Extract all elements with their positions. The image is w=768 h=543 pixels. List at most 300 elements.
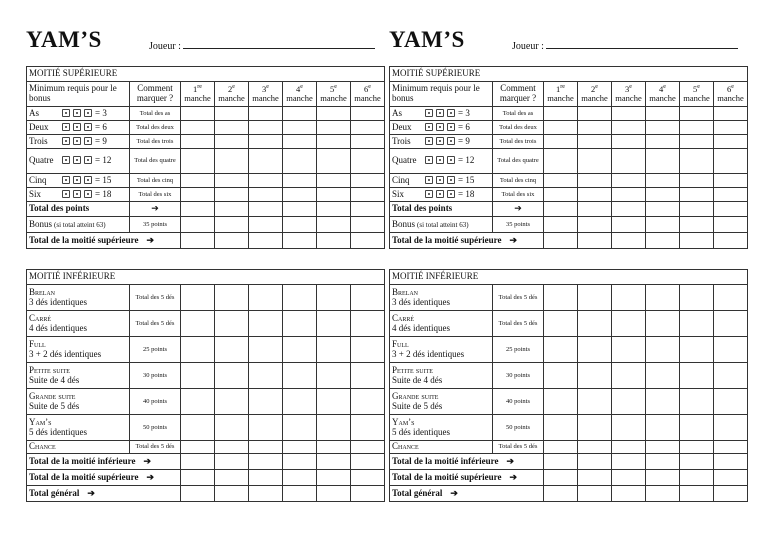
round-word: manche bbox=[581, 93, 608, 104]
die-icon bbox=[425, 176, 433, 184]
score-cell[interactable] bbox=[544, 135, 578, 149]
lower-section-table bbox=[26, 269, 385, 502]
round-suffix: e bbox=[595, 84, 598, 91]
score-cell[interactable] bbox=[646, 441, 680, 454]
score-cell[interactable] bbox=[544, 470, 578, 486]
score-cell[interactable] bbox=[249, 202, 283, 217]
score-cell[interactable] bbox=[249, 337, 283, 363]
player-name-line[interactable] bbox=[546, 38, 738, 49]
die-icon bbox=[84, 176, 92, 184]
score-cell[interactable] bbox=[249, 285, 283, 311]
score-cell[interactable] bbox=[215, 311, 249, 337]
score-cell[interactable] bbox=[317, 389, 351, 415]
score-cell[interactable] bbox=[680, 415, 714, 441]
score-cell[interactable] bbox=[351, 217, 385, 233]
score-cell[interactable] bbox=[714, 363, 748, 389]
total-upper-repeat-label: Total de la moitié supérieure bbox=[392, 471, 502, 482]
score-cell[interactable] bbox=[612, 470, 646, 486]
score-cell[interactable] bbox=[283, 217, 317, 233]
score-cell[interactable] bbox=[351, 135, 385, 149]
score-cell[interactable] bbox=[680, 107, 714, 121]
score-cell[interactable] bbox=[181, 389, 215, 415]
score-cell[interactable] bbox=[351, 470, 385, 486]
score-cell[interactable] bbox=[680, 149, 714, 174]
score-cell[interactable] bbox=[317, 202, 351, 217]
score-cell[interactable] bbox=[215, 486, 249, 502]
score-cell[interactable] bbox=[646, 174, 680, 188]
upper-row bbox=[27, 121, 385, 135]
score-cell[interactable] bbox=[544, 337, 578, 363]
score-cell[interactable] bbox=[181, 337, 215, 363]
player-label: Joueur : bbox=[149, 41, 181, 52]
min-required-header: Minimum requis pour le bonus bbox=[390, 82, 493, 107]
upper-row-label-cell bbox=[390, 188, 493, 202]
combination-name: Full bbox=[392, 338, 409, 349]
score-cell[interactable] bbox=[646, 454, 680, 470]
how-to-score: 50 points bbox=[493, 415, 544, 441]
score-cell[interactable] bbox=[680, 174, 714, 188]
total-upper-label: Total de la moitié supérieure bbox=[29, 234, 139, 245]
score-cell[interactable] bbox=[351, 337, 385, 363]
score-cell[interactable] bbox=[578, 174, 612, 188]
score-cell[interactable] bbox=[714, 454, 748, 470]
round-suffix: e bbox=[368, 84, 371, 91]
score-cell[interactable] bbox=[317, 149, 351, 174]
score-cell[interactable] bbox=[646, 217, 680, 233]
score-cell[interactable] bbox=[215, 454, 249, 470]
score-cell[interactable] bbox=[612, 486, 646, 502]
score-cell[interactable] bbox=[215, 285, 249, 311]
score-cell[interactable] bbox=[578, 149, 612, 174]
score-cell[interactable] bbox=[714, 202, 748, 217]
score-cell[interactable] bbox=[714, 217, 748, 233]
score-cell[interactable] bbox=[578, 285, 612, 311]
upper-row bbox=[390, 121, 748, 135]
score-cell[interactable] bbox=[215, 174, 249, 188]
how-to-score: Total des 5 dés bbox=[130, 441, 181, 454]
score-cell[interactable] bbox=[249, 454, 283, 470]
score-cell[interactable] bbox=[351, 285, 385, 311]
upper-row bbox=[27, 174, 385, 188]
score-cell[interactable] bbox=[612, 311, 646, 337]
lower-row-label-cell bbox=[27, 363, 130, 389]
die-icon bbox=[84, 123, 92, 131]
score-cell[interactable] bbox=[680, 311, 714, 337]
score-sheet-right bbox=[389, 27, 747, 498]
upper-row-value: = 9 bbox=[458, 135, 470, 146]
score-cell[interactable] bbox=[317, 470, 351, 486]
upper-row-label: Six bbox=[29, 188, 42, 199]
score-cell[interactable] bbox=[283, 174, 317, 188]
score-cell[interactable] bbox=[181, 311, 215, 337]
score-cell[interactable] bbox=[714, 470, 748, 486]
score-cell[interactable] bbox=[544, 149, 578, 174]
combination-description: 5 dés identiques bbox=[392, 426, 450, 437]
upper-row-label: Deux bbox=[29, 121, 49, 132]
score-cell[interactable] bbox=[215, 470, 249, 486]
score-cell[interactable] bbox=[612, 149, 646, 174]
score-cell[interactable] bbox=[714, 337, 748, 363]
score-cell[interactable] bbox=[714, 285, 748, 311]
score-cell[interactable] bbox=[612, 107, 646, 121]
score-cell[interactable] bbox=[215, 107, 249, 121]
score-cell[interactable] bbox=[680, 441, 714, 454]
how-to-score: 50 points bbox=[130, 415, 181, 441]
round-number: 3 bbox=[625, 84, 630, 95]
round-number: 3 bbox=[262, 84, 267, 95]
score-cell[interactable] bbox=[215, 363, 249, 389]
score-cell[interactable] bbox=[351, 311, 385, 337]
score-cell[interactable] bbox=[680, 202, 714, 217]
score-cell[interactable] bbox=[578, 107, 612, 121]
score-cell[interactable] bbox=[578, 337, 612, 363]
score-cell[interactable] bbox=[578, 454, 612, 470]
score-cell[interactable] bbox=[317, 217, 351, 233]
score-cell[interactable] bbox=[181, 233, 215, 249]
score-cell[interactable] bbox=[181, 174, 215, 188]
score-cell[interactable] bbox=[181, 441, 215, 454]
score-cell[interactable] bbox=[283, 202, 317, 217]
dice-icon bbox=[62, 123, 92, 132]
score-cell[interactable] bbox=[351, 441, 385, 454]
score-cell[interactable] bbox=[351, 233, 385, 249]
score-sheet-left bbox=[26, 27, 384, 498]
score-cell[interactable] bbox=[544, 233, 578, 249]
score-cell[interactable] bbox=[544, 121, 578, 135]
round-suffix: e bbox=[266, 84, 269, 91]
score-cell[interactable] bbox=[612, 363, 646, 389]
score-cell[interactable] bbox=[714, 121, 748, 135]
score-cell[interactable] bbox=[181, 217, 215, 233]
lower-row-label-cell bbox=[27, 337, 130, 363]
score-cell[interactable] bbox=[181, 486, 215, 502]
how-to-score: Total des trois bbox=[130, 135, 181, 149]
score-cell[interactable] bbox=[646, 389, 680, 415]
lower-row bbox=[390, 415, 748, 441]
score-cell[interactable] bbox=[646, 311, 680, 337]
round-suffix: e bbox=[663, 84, 666, 91]
score-cell[interactable] bbox=[317, 363, 351, 389]
score-cell[interactable] bbox=[181, 149, 215, 174]
score-cell[interactable] bbox=[249, 107, 283, 121]
score-cell[interactable] bbox=[249, 121, 283, 135]
score-cell[interactable] bbox=[215, 135, 249, 149]
score-cell[interactable] bbox=[680, 135, 714, 149]
score-cell[interactable] bbox=[351, 415, 385, 441]
score-cell[interactable] bbox=[578, 486, 612, 502]
score-cell[interactable] bbox=[351, 363, 385, 389]
score-cell[interactable] bbox=[283, 470, 317, 486]
player-name-line[interactable] bbox=[183, 38, 375, 49]
score-cell[interactable] bbox=[249, 233, 283, 249]
arrow-icon: ➔ bbox=[146, 471, 155, 482]
score-cell[interactable] bbox=[181, 470, 215, 486]
score-cell[interactable] bbox=[544, 486, 578, 502]
score-cell[interactable] bbox=[646, 285, 680, 311]
score-cell[interactable] bbox=[283, 454, 317, 470]
score-cell[interactable] bbox=[578, 202, 612, 217]
bonus-points: 35 points bbox=[493, 217, 544, 233]
upper-row bbox=[27, 107, 385, 121]
score-cell[interactable] bbox=[215, 188, 249, 202]
score-cell[interactable] bbox=[680, 233, 714, 249]
score-cell[interactable] bbox=[283, 311, 317, 337]
score-cell[interactable] bbox=[680, 285, 714, 311]
score-cell[interactable] bbox=[351, 202, 385, 217]
score-cell[interactable] bbox=[612, 454, 646, 470]
score-cell[interactable] bbox=[215, 389, 249, 415]
score-cell[interactable] bbox=[317, 188, 351, 202]
score-cell[interactable] bbox=[544, 363, 578, 389]
score-cell[interactable] bbox=[680, 121, 714, 135]
score-cell[interactable] bbox=[646, 107, 680, 121]
total-lower-label: Total de la moitié inférieure bbox=[392, 455, 499, 466]
score-cell[interactable] bbox=[249, 217, 283, 233]
score-cell[interactable] bbox=[544, 188, 578, 202]
score-cell[interactable] bbox=[612, 415, 646, 441]
score-cell[interactable] bbox=[646, 470, 680, 486]
score-cell[interactable] bbox=[612, 135, 646, 149]
player-field[interactable] bbox=[149, 38, 375, 52]
score-cell[interactable] bbox=[249, 486, 283, 502]
lower-row bbox=[27, 389, 385, 415]
score-cell[interactable] bbox=[578, 311, 612, 337]
score-cell[interactable] bbox=[680, 486, 714, 502]
score-cell[interactable] bbox=[317, 486, 351, 502]
combination-description: 4 dés identiques bbox=[392, 322, 450, 333]
score-cell[interactable] bbox=[544, 415, 578, 441]
score-cell[interactable] bbox=[714, 135, 748, 149]
score-cell[interactable] bbox=[317, 311, 351, 337]
score-cell[interactable] bbox=[249, 363, 283, 389]
score-cell[interactable] bbox=[612, 188, 646, 202]
upper-row bbox=[27, 188, 385, 202]
player-field[interactable] bbox=[512, 38, 738, 52]
score-cell[interactable] bbox=[181, 188, 215, 202]
score-cell[interactable] bbox=[578, 441, 612, 454]
score-cell[interactable] bbox=[351, 107, 385, 121]
score-cell[interactable] bbox=[646, 486, 680, 502]
score-cell[interactable] bbox=[283, 107, 317, 121]
score-cell[interactable] bbox=[317, 285, 351, 311]
score-cell[interactable] bbox=[544, 441, 578, 454]
score-cell[interactable] bbox=[578, 135, 612, 149]
score-cell[interactable] bbox=[283, 441, 317, 454]
score-cell[interactable] bbox=[181, 107, 215, 121]
how-to-score: Total des quatre bbox=[493, 149, 544, 174]
score-cell[interactable] bbox=[283, 285, 317, 311]
score-cell[interactable] bbox=[351, 188, 385, 202]
how-to-score: 25 points bbox=[493, 337, 544, 363]
score-cell[interactable] bbox=[215, 217, 249, 233]
score-cell[interactable] bbox=[351, 454, 385, 470]
die-icon bbox=[447, 137, 455, 145]
score-cell[interactable] bbox=[181, 285, 215, 311]
score-cell[interactable] bbox=[317, 415, 351, 441]
score-cell[interactable] bbox=[283, 121, 317, 135]
score-cell[interactable] bbox=[646, 188, 680, 202]
score-cell[interactable] bbox=[215, 202, 249, 217]
score-cell[interactable] bbox=[578, 470, 612, 486]
total-lower-label-cell bbox=[390, 454, 544, 470]
score-cell[interactable] bbox=[646, 233, 680, 249]
dice-icon bbox=[62, 190, 92, 199]
round-number: 2 bbox=[228, 84, 233, 95]
score-cell[interactable] bbox=[544, 107, 578, 121]
score-cell[interactable] bbox=[578, 188, 612, 202]
score-cell[interactable] bbox=[714, 486, 748, 502]
score-cell[interactable] bbox=[317, 454, 351, 470]
score-cell[interactable] bbox=[714, 311, 748, 337]
score-cell[interactable] bbox=[249, 135, 283, 149]
score-cell[interactable] bbox=[646, 149, 680, 174]
combination-description: Suite de 4 dés bbox=[392, 374, 443, 385]
score-cell[interactable] bbox=[612, 389, 646, 415]
score-cell[interactable] bbox=[544, 174, 578, 188]
score-cell[interactable] bbox=[181, 121, 215, 135]
score-cell[interactable] bbox=[249, 389, 283, 415]
score-cell[interactable] bbox=[612, 202, 646, 217]
score-cell[interactable] bbox=[612, 121, 646, 135]
score-cell[interactable] bbox=[283, 389, 317, 415]
score-cell[interactable] bbox=[544, 202, 578, 217]
bonus-note: (si total atteint 63) bbox=[54, 220, 106, 229]
score-cell[interactable] bbox=[317, 107, 351, 121]
score-cell[interactable] bbox=[215, 441, 249, 454]
score-cell[interactable] bbox=[215, 149, 249, 174]
score-cell[interactable] bbox=[714, 149, 748, 174]
how-to-score: Total des 5 dés bbox=[130, 311, 181, 337]
score-cell[interactable] bbox=[544, 285, 578, 311]
score-cell[interactable] bbox=[612, 285, 646, 311]
score-cell[interactable] bbox=[317, 121, 351, 135]
round-number: 5 bbox=[693, 84, 698, 95]
round-word: manche bbox=[320, 93, 347, 104]
score-cell[interactable] bbox=[283, 337, 317, 363]
score-cell[interactable] bbox=[612, 217, 646, 233]
upper-row-label-cell bbox=[390, 135, 493, 149]
dice-icon bbox=[425, 123, 455, 132]
score-cell[interactable] bbox=[578, 363, 612, 389]
score-cell[interactable] bbox=[351, 174, 385, 188]
score-cell[interactable] bbox=[351, 121, 385, 135]
round-number: 1 bbox=[193, 84, 198, 95]
score-cell[interactable] bbox=[578, 217, 612, 233]
score-cell[interactable] bbox=[215, 337, 249, 363]
score-cell[interactable] bbox=[544, 217, 578, 233]
score-cell[interactable] bbox=[249, 470, 283, 486]
score-cell[interactable] bbox=[181, 202, 215, 217]
score-cell[interactable] bbox=[249, 311, 283, 337]
score-cell[interactable] bbox=[351, 149, 385, 174]
round-header bbox=[714, 82, 748, 107]
score-cell[interactable] bbox=[714, 415, 748, 441]
score-cell[interactable] bbox=[283, 188, 317, 202]
score-cell[interactable] bbox=[351, 389, 385, 415]
score-cell[interactable] bbox=[612, 233, 646, 249]
score-cell[interactable] bbox=[544, 454, 578, 470]
score-cell[interactable] bbox=[283, 415, 317, 441]
score-cell[interactable] bbox=[215, 233, 249, 249]
score-cell[interactable] bbox=[680, 389, 714, 415]
die-icon bbox=[436, 137, 444, 145]
score-cell[interactable] bbox=[249, 188, 283, 202]
score-cell[interactable] bbox=[612, 174, 646, 188]
score-cell[interactable] bbox=[714, 441, 748, 454]
die-icon bbox=[84, 137, 92, 145]
score-cell[interactable] bbox=[249, 441, 283, 454]
score-cell[interactable] bbox=[317, 135, 351, 149]
score-cell[interactable] bbox=[283, 149, 317, 174]
how-to-score: 30 points bbox=[130, 363, 181, 389]
score-cell[interactable] bbox=[646, 202, 680, 217]
score-cell[interactable] bbox=[680, 470, 714, 486]
score-cell[interactable] bbox=[714, 174, 748, 188]
score-cell[interactable] bbox=[181, 135, 215, 149]
score-cell[interactable] bbox=[646, 121, 680, 135]
score-cell[interactable] bbox=[612, 337, 646, 363]
score-cell[interactable] bbox=[283, 135, 317, 149]
score-cell[interactable] bbox=[646, 337, 680, 363]
die-icon bbox=[62, 176, 70, 184]
score-cell[interactable] bbox=[714, 188, 748, 202]
score-cell[interactable] bbox=[544, 311, 578, 337]
score-cell[interactable] bbox=[317, 441, 351, 454]
score-cell[interactable] bbox=[544, 389, 578, 415]
score-cell[interactable] bbox=[646, 415, 680, 441]
total-upper-label: Total de la moitié supérieure bbox=[392, 234, 502, 245]
upper-row bbox=[390, 174, 748, 188]
score-cell[interactable] bbox=[351, 486, 385, 502]
round-header bbox=[283, 82, 317, 107]
score-cell[interactable] bbox=[181, 415, 215, 441]
score-cell[interactable] bbox=[317, 337, 351, 363]
upper-row-label-cell bbox=[390, 149, 493, 174]
score-cell[interactable] bbox=[249, 415, 283, 441]
score-cell[interactable] bbox=[249, 174, 283, 188]
score-cell[interactable] bbox=[181, 454, 215, 470]
score-cell[interactable] bbox=[249, 149, 283, 174]
score-cell[interactable] bbox=[283, 486, 317, 502]
score-cell[interactable] bbox=[578, 389, 612, 415]
score-cell[interactable] bbox=[612, 441, 646, 454]
score-cell[interactable] bbox=[646, 363, 680, 389]
score-cell[interactable] bbox=[680, 337, 714, 363]
score-cell[interactable] bbox=[680, 454, 714, 470]
score-cell[interactable] bbox=[317, 233, 351, 249]
score-cell[interactable] bbox=[215, 415, 249, 441]
score-cell[interactable] bbox=[714, 233, 748, 249]
upper-row-value: = 18 bbox=[458, 188, 475, 199]
score-cell[interactable] bbox=[714, 389, 748, 415]
score-cell[interactable] bbox=[680, 188, 714, 202]
score-cell[interactable] bbox=[646, 135, 680, 149]
score-cell[interactable] bbox=[283, 233, 317, 249]
score-cell[interactable] bbox=[181, 363, 215, 389]
round-word: manche bbox=[286, 93, 313, 104]
score-cell[interactable] bbox=[317, 174, 351, 188]
score-cell[interactable] bbox=[680, 217, 714, 233]
score-cell[interactable] bbox=[578, 415, 612, 441]
round-suffix: re bbox=[560, 84, 565, 91]
score-cell[interactable] bbox=[680, 363, 714, 389]
how-to-score: Total des six bbox=[130, 188, 181, 202]
score-cell[interactable] bbox=[714, 107, 748, 121]
score-cell[interactable] bbox=[578, 121, 612, 135]
score-cell[interactable] bbox=[578, 233, 612, 249]
score-cell[interactable] bbox=[215, 121, 249, 135]
score-cell[interactable] bbox=[283, 363, 317, 389]
